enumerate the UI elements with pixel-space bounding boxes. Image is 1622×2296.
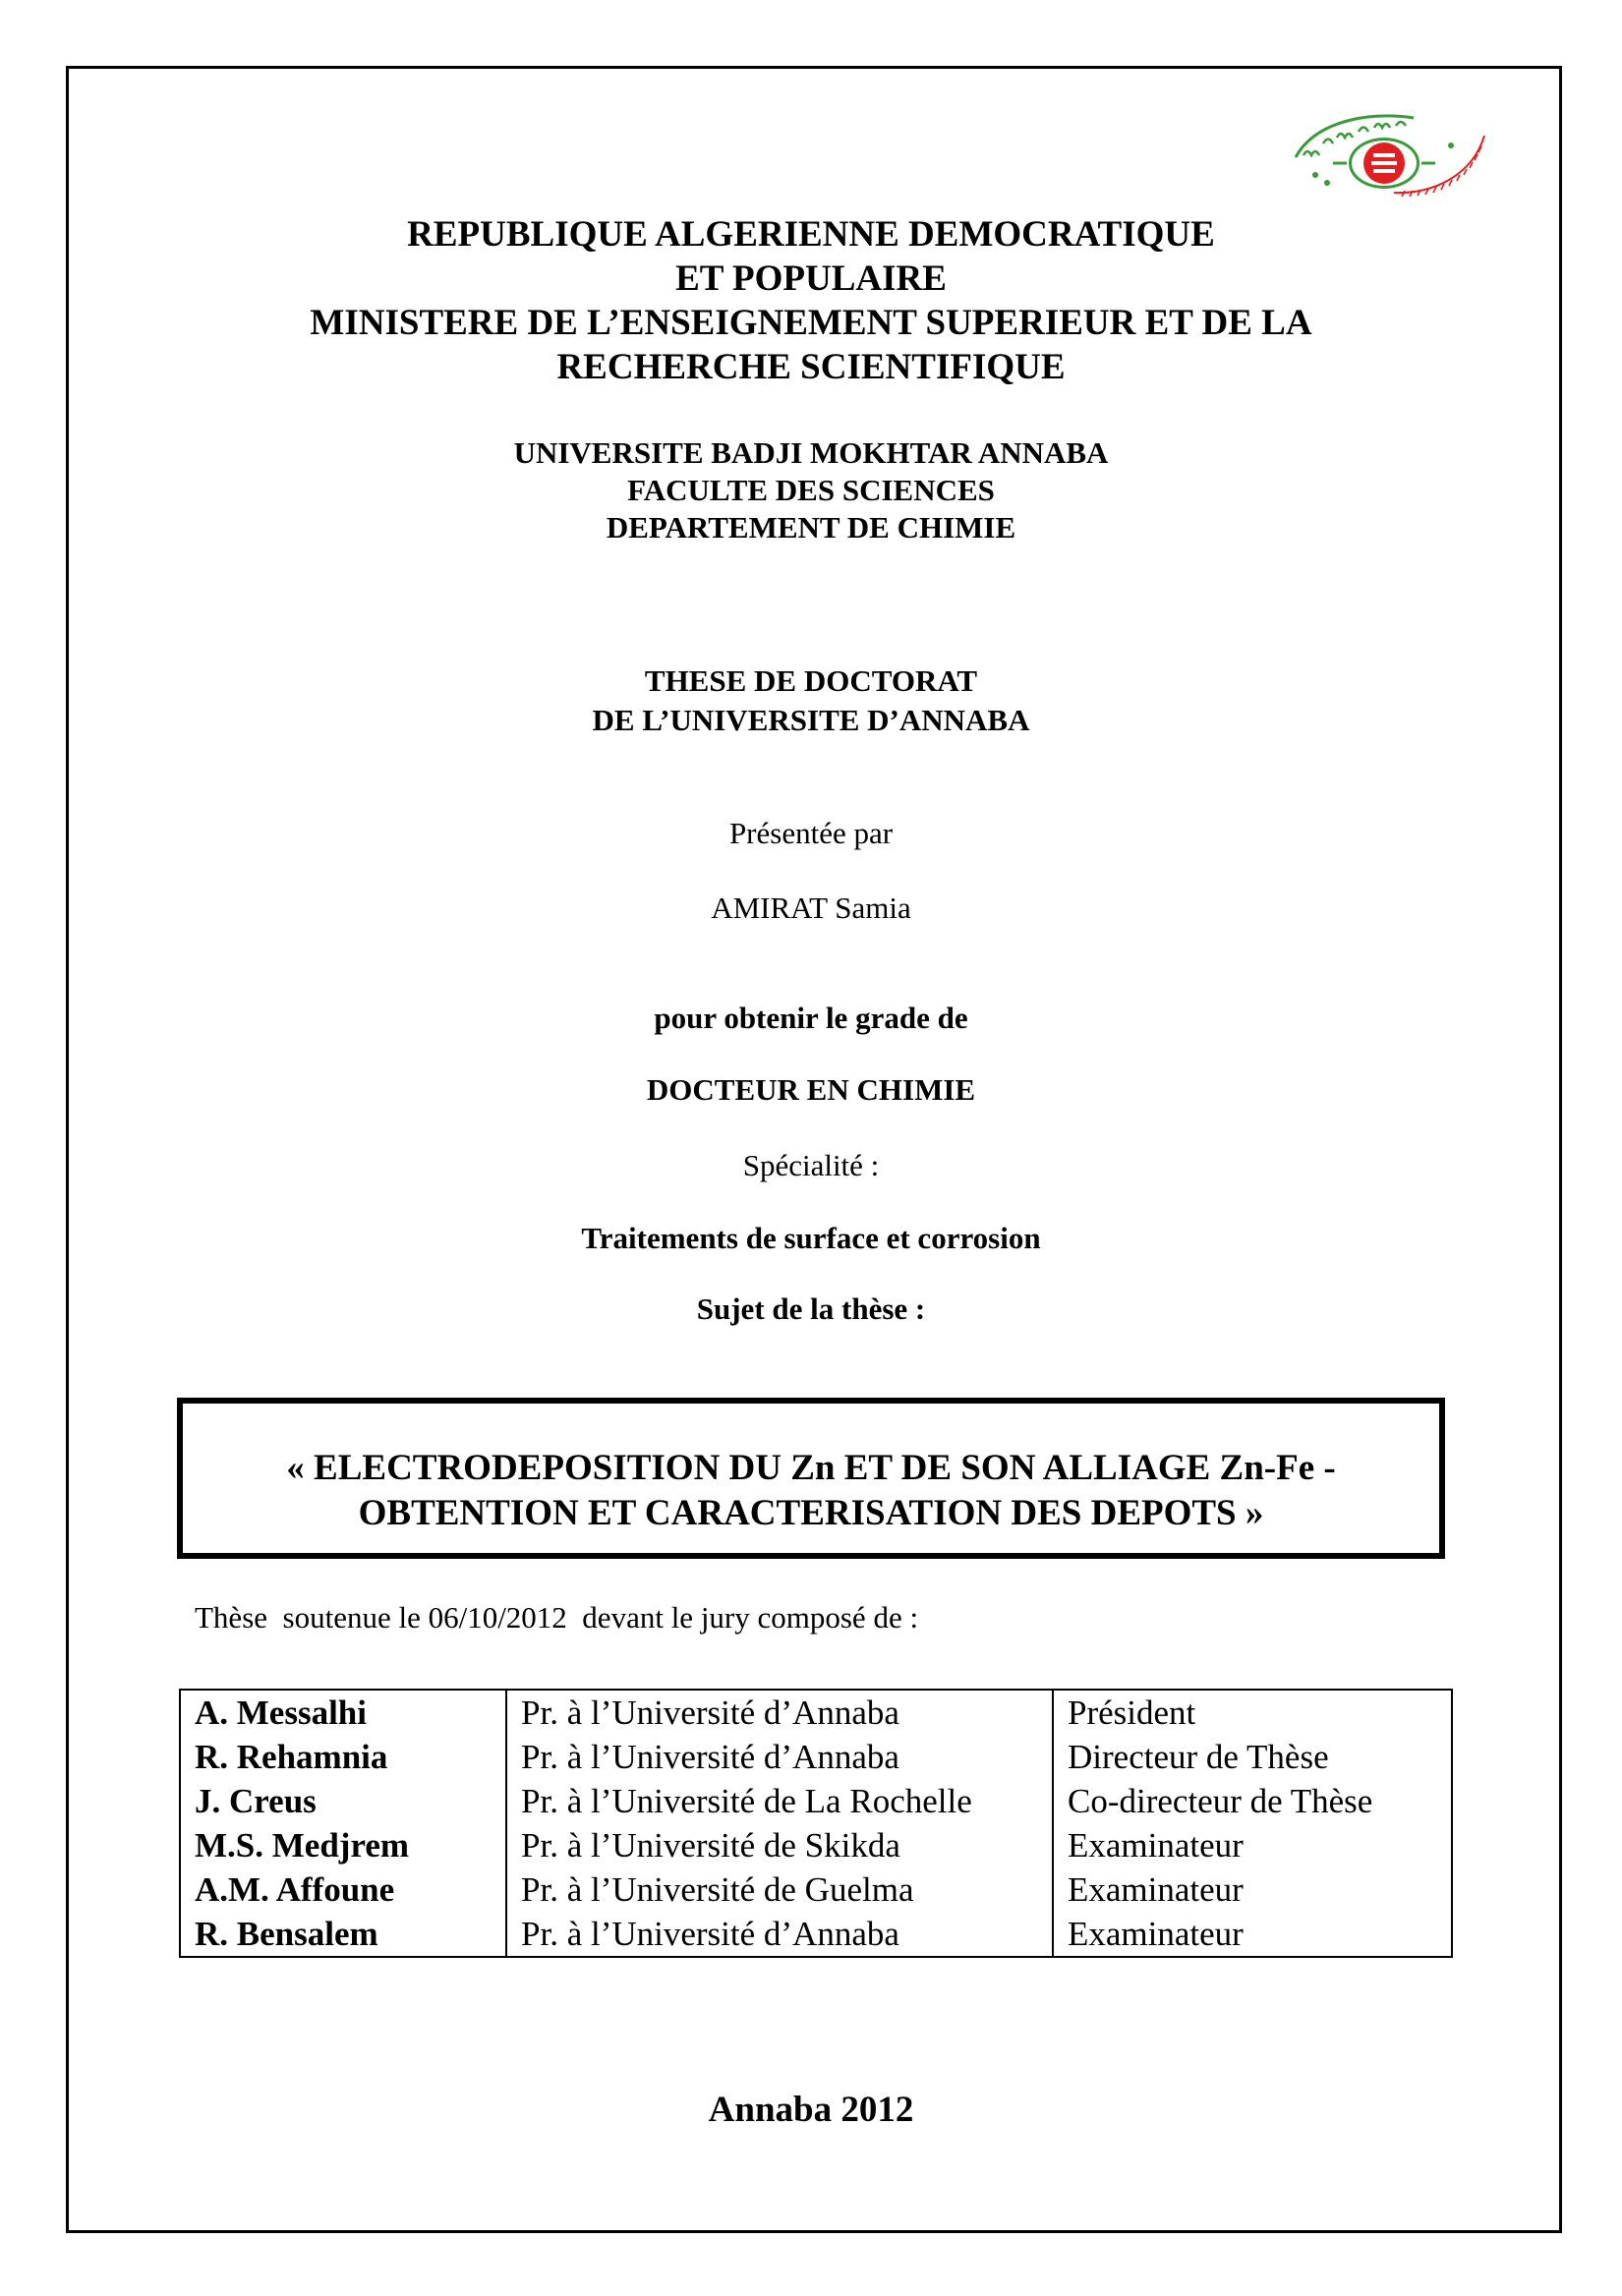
jury-table <box>179 1689 1453 1958</box>
university-logo <box>1276 106 1487 204</box>
table-row <box>180 1912 1452 1957</box>
header-line-research: RECHERCHE SCIENTIFIQUE <box>556 347 1066 387</box>
jury-name: R. Bensalem <box>180 1912 506 1957</box>
jury-name: R. Rehamnia <box>180 1735 506 1779</box>
institution-block <box>0 434 1622 546</box>
department-name: DEPARTEMENT DE CHIMIE <box>606 510 1016 545</box>
university-seal-icon <box>1276 106 1487 204</box>
specialty-value: Traitements de surface et corrosion <box>581 1221 1041 1255</box>
jury-name: A.M. Affoune <box>180 1867 506 1912</box>
jury-name: J. Creus <box>180 1779 506 1823</box>
jury-role: Examinateur <box>1053 1912 1452 1957</box>
subject-label: Sujet de la thèse : <box>696 1292 926 1326</box>
degree-title: DOCTEUR EN CHIMIE <box>646 1072 976 1107</box>
jury-affiliation: Pr. à l’Université de Guelma <box>506 1867 1053 1912</box>
jury-name: M.S. Medjrem <box>180 1823 506 1867</box>
jury-name: A. Messalhi <box>180 1690 506 1735</box>
table-row <box>180 1823 1452 1867</box>
defense-statement: Thèse soutenue le 06/10/2012 devant le jury composé de : <box>195 1600 919 1635</box>
header-line-ministry: MINISTERE DE L’ENSEIGNEMENT SUPERIEUR ET DE LA <box>310 303 1312 343</box>
jury-affiliation: Pr. à l’Université d’Annaba <box>506 1912 1053 1957</box>
jury-role: Président <box>1053 1690 1452 1735</box>
jury-affiliation: Pr. à l’Université d’Annaba <box>506 1690 1053 1735</box>
table-row <box>180 1690 1452 1735</box>
header-line-populaire: ET POPULAIRE <box>675 258 947 299</box>
jury-role: Examinateur <box>1053 1867 1452 1912</box>
faculty-name: FACULTE DES SCIENCES <box>627 473 995 507</box>
author-name: AMIRAT Samia <box>711 890 911 925</box>
jury-affiliation: Pr. à l’Université de La Rochelle <box>506 1779 1053 1823</box>
specialty-label: Spécialité : <box>742 1148 880 1182</box>
table-row <box>180 1867 1452 1912</box>
jury-role: Directeur de Thèse <box>1053 1735 1452 1779</box>
jury-role: Co-directeur de Thèse <box>1053 1779 1452 1823</box>
table-row <box>180 1735 1452 1779</box>
thesis-type-line2: DE L’UNIVERSITE D’ANNABA <box>592 703 1030 737</box>
presented-by-label: Présentée par <box>728 816 894 850</box>
place-and-year: Annaba 2012 <box>708 2090 914 2130</box>
university-name: UNIVERSITE BADJI MOKHTAR ANNABA <box>513 435 1109 470</box>
thesis-title-box <box>177 1398 1445 1559</box>
jury-role: Examinateur <box>1053 1823 1452 1867</box>
thesis-type-block <box>0 661 1622 740</box>
header-line-republic: REPUBLIQUE ALGERIENNE DEMOCRATIQUE <box>407 214 1215 255</box>
thesis-title-line2: OBTENTION ET CARACTERISATION DES DEPOTS » <box>358 1493 1264 1533</box>
degree-label: pour obtenir le grade de <box>654 1001 968 1035</box>
thesis-type-line1: THESE DE DOCTORAT <box>644 663 978 698</box>
thesis-title-line1: « ELECTRODEPOSITION DU Zn ET DE SON ALLIAGE Zn-Fe - <box>286 1448 1336 1488</box>
table-row <box>180 1779 1452 1823</box>
jury-affiliation: Pr. à l’Université d’Annaba <box>506 1735 1053 1779</box>
republic-ministry-header <box>0 212 1622 389</box>
jury-affiliation: Pr. à l’Université de Skikda <box>506 1823 1053 1867</box>
